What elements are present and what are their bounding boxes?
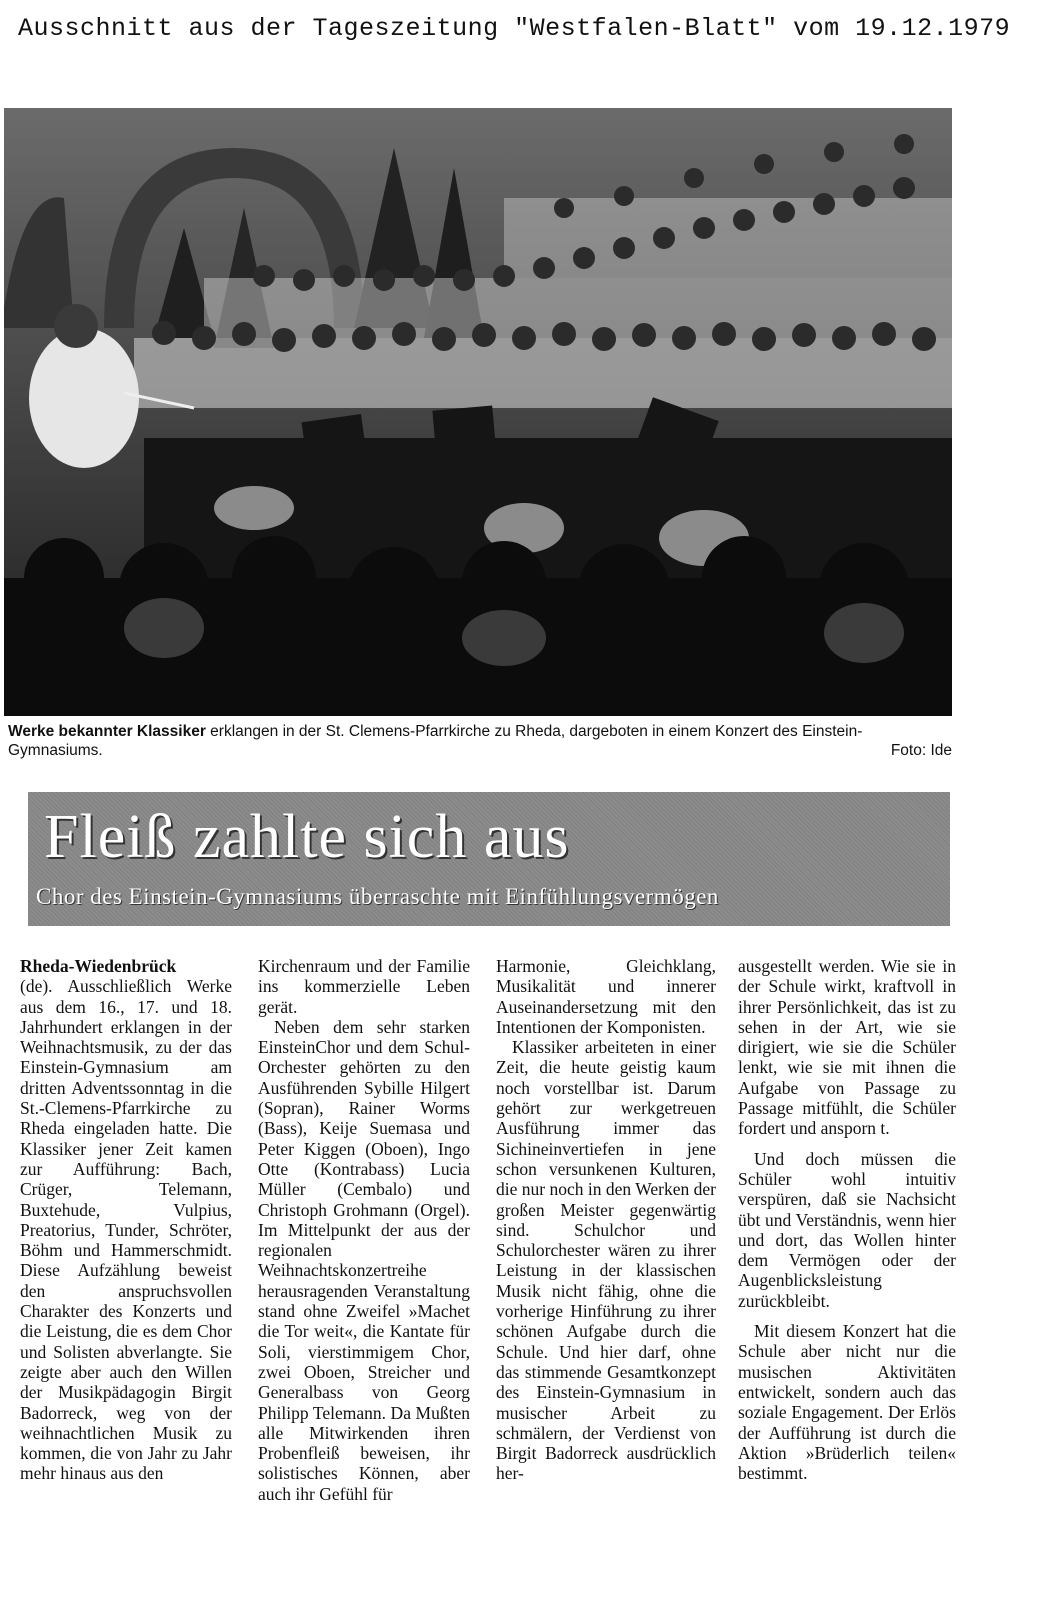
source-line: Ausschnitt aus der Tageszeitung "Westfalen-Blatt" vom 19.12.1979 [18,14,1011,43]
paragraph-text: (de). Ausschließlich Werke aus dem 16., 17. und 18. Jahrhundert erklangen in der Weihnachtsmusik, zu der das Einstein-Gymnasium am dritten Adventssonntag in die St.-Clemens-Pfarrkirche zu Rheda eingeladen hatte. Die Klassiker jener Zeit kamen zur Aufführung: Bach, Crüger, Telemann, Buxtehude, Vulpius, Preatorius, Tunder, Schröter, Böhm und Hammerschmidt. Diese Aufzählung beweist den anspruchsvollen Charakter des Konzerts und die Leistung, die es dem Chor und Solisten abverlangte. Sie zeigte aber auch den Willen der Musikpädagogin Birgit Badorreck, weg von der weihnachtlichen Musik zu kommen, die von Jahr zu Jahr mehr hinaus aus den [20,976,232,1484]
article-paragraph: Harmonie, Gleichklang, Musikalität und innerer Auseinandersetzung mit den Intentionen der Komponisten. [496,956,716,1037]
subheadline: Chor des Einstein-Gymnasiums überraschte mit Einfühlungsvermögen [36,884,719,909]
headline: Fleiß zahlte sich aus [44,803,570,871]
caption-lead: Werke bekannter Klassiker [8,723,206,740]
article-paragraph: Mit diesem Konzert hat die Schule aber nicht nur die musischen Aktivitäten entwickelt, sondern auch das soziale Engagement. Der Erlös der Aufführung ist durch die Aktion »Brüderlich teilen« bestimmt. [738,1321,956,1484]
article-column-3 [496,956,716,1484]
photo-caption [8,722,952,760]
article-paragraph [20,956,232,1484]
article-paragraph: Kirchenraum und der Familie ins kommerzielle Leben gerät. [258,956,470,1017]
article-column-4 [738,956,956,1483]
concert-photo [4,108,952,716]
photo-credit: Foto: Ide [890,742,952,759]
article-paragraph: ausgestellt werden. Wie sie in der Schule wirkt, kraftvoll in ihrer Persönlichkeit, das ist zu sehen in der Art, wie sie dirigiert, wie sie die Schüler lenkt, wie sie mit ihnen die Aufgabe von Passage zu Passage mitfühlt, die Schüler fordert und ansporn t. [738,956,956,1139]
caption-text: erklangen in der St. Clemens-Pfarrkirche zu Rheda, dargeboten in einem Konzert des Einstein-Gymnasiums. [8,723,863,759]
article-column-1 [20,956,232,1484]
article-paragraph: Und doch müssen die Schüler wohl intuitiv verspüren, daß sie Nachsicht übt und Verständnis, wenn hier und dort, das Wollen hinter dem Vermögen oder der Augenblicksleistung zurückbleibt. [738,1148,956,1311]
concert-photo-illustration [4,108,952,716]
article-paragraph: Neben dem sehr starken EinsteinChor und dem Schul-Orchester gehörten zu den Ausführenden Sybille Hilgert (Sopran), Rainer Worms (Bass), Keije Suemasa und Peter Kiggen (Oboen), Ingo Otte (Kontrabass) Lucia Müller (Cembalo) und Christoph Grohmann (Orgel). Im Mittelpunkt der aus der regionalen Weihnachtskonzertreihe herausragenden Veranstaltung stand ohne Zweifel »Machet die Tor weit«, die Kantate für Soli, vierstimmigem Chor, zwei Oboen, Streicher und Generalbass von Georg Philipp Telemann. Da Mußten alle Mitwirkenden ihren Probenfleiß beweisen, ihr solistisches Können, aber auch ihr Gefühl für [258,1016,470,1504]
headline-box [28,792,950,926]
dateline: Rheda-Wiedenbrück [20,956,177,976]
article-column-2 [258,956,470,1504]
article-paragraph: Klassiker arbeiteten in einer Zeit, die heute geistig kaum noch vorstellbar ist. Darum gehört zur werkgetreuen Ausführung immer das Sichineinvertiefen in jene schon versunkenen Kulturen, die nur noch in den Werken der großen Meister gegenwärtig sind. Schulchor und Schulorchester wären zu ihrer Leistung in der klassischen Musik nicht fähig, ohne die vorherige Hinführung zu ihrer schönen Aufgabe durch die Schule. Und hier darf, ohne das stimmende Gesamtkonzept des Einstein-Gymnasium in musischer Arbeit zu schmälern, der Verdienst von Birgit Badorreck ausdrücklich her- [496,1037,716,1484]
